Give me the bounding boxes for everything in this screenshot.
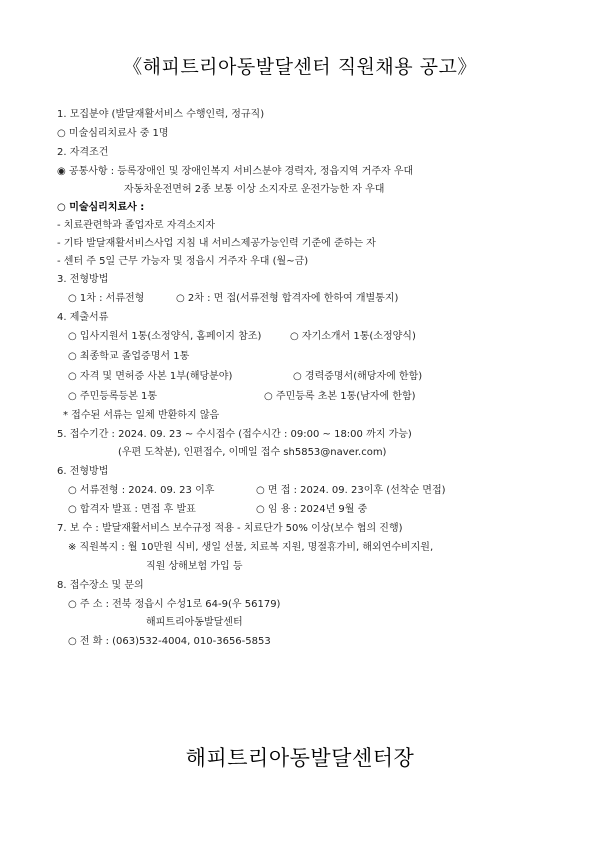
section-7-salary: 7. 보 수 : 발달재활서비스 보수규정 적용 - 치료단가 50% 이상(보수 협의 진행) [57, 523, 403, 534]
page-title: 《해피트리아동발달센터 직원채용 공고》 [123, 56, 477, 78]
section-3-heading: 3. 전형방법 [57, 274, 109, 285]
appointment-date: ○ 임 용 : 2024년 9월 중 [256, 504, 368, 515]
phone: ○ 전 화 : (063)532-4004, 010-3656-5853 [68, 636, 271, 647]
section-1-heading: 1. 모집분야 (발달재활서비스 수행인력, 정규직) [57, 109, 265, 120]
address: ○ 주 소 : 전북 정읍시 수성1로 64-9(우 56179) [68, 599, 281, 610]
doc-screening-date: ○ 서류전형 : 2024. 09. 23 이후 [68, 485, 215, 496]
section-2-heading: 2. 자격조건 [57, 147, 109, 158]
art-therapist-heading: ○ 미술심리치료사 : [57, 202, 145, 213]
doc-application: ○ 입사지원서 1통(소정양식, 홈페이지 참조) [68, 331, 262, 342]
welfare: ※ 직원복지 : 월 10만원 식비, 생일 선물, 치료복 지원, 명절휴가비, 해외연수비지원, [68, 542, 434, 553]
section-5-methods: (우편 도착분), 인편접수, 이메일 접수 sh5853@naver.com) [118, 447, 387, 458]
doc-resident-abstract: ○ 주민등록 초본 1통(남자에 한함) [264, 391, 416, 402]
common-requirements-cont: 자동차운전면허 2종 보통 이상 소지자로 운전가능한 자 우대 [124, 184, 385, 195]
doc-diploma: ○ 최종학교 졸업증명서 1통 [68, 351, 190, 362]
result-announcement: ○ 합격자 발표 : 면접 후 발표 [68, 504, 196, 515]
welfare-cont: 직원 상해보험 가입 등 [146, 561, 243, 572]
stage-2: ○ 2차 : 면 접(서류전형 합격자에 한하여 개별통지) [176, 293, 399, 304]
stage-1: ○ 1차 : 서류전형 [68, 293, 145, 304]
recruit-item: ○ 미술심리치료사 중 1명 [57, 128, 169, 139]
common-requirements: ◉ 공통사항 : 등록장애인 및 장애인복지 서비스분야 경력자, 정읍지역 거주자 우대 [57, 166, 414, 177]
doc-resident-copy: ○ 주민등록등본 1통 [68, 391, 158, 402]
doc-license: ○ 자격 및 면허증 사본 1부(해당분야) [68, 371, 233, 382]
doc-career: ○ 경력증명서(해당자에 한함) [293, 371, 423, 382]
signature-title: 해피트리아동발달센터장 [185, 746, 415, 770]
section-6-heading: 6. 전형방법 [57, 466, 109, 477]
doc-cover-letter: ○ 자기소개서 1통(소정양식) [290, 331, 416, 342]
section-8-heading: 8. 접수장소 및 문의 [57, 580, 144, 591]
art-therapist-req-1: - 치료관련학과 졸업자로 자격소지자 [57, 220, 216, 231]
art-therapist-req-3: - 센터 주 5일 근무 가능자 및 정읍시 거주자 우대 (월~금) [57, 256, 309, 267]
section-4-heading: 4. 제출서류 [57, 312, 109, 323]
art-therapist-req-2: - 기타 발달재활서비스사업 지침 내 서비스제공가능인력 기준에 준하는 자 [57, 238, 376, 249]
doc-note: * 접수된 서류는 일체 반환하지 않음 [63, 410, 220, 421]
interview-date: ○ 면 접 : 2024. 09. 23이후 (선착순 면접) [256, 485, 446, 496]
section-5-period: 5. 접수기간 : 2024. 09. 23 ~ 수시접수 (접수시간 : 09:00 ~ 18:00 까지 가능) [57, 429, 412, 440]
address-center-name: 해피트리아동발달센터 [146, 617, 243, 628]
